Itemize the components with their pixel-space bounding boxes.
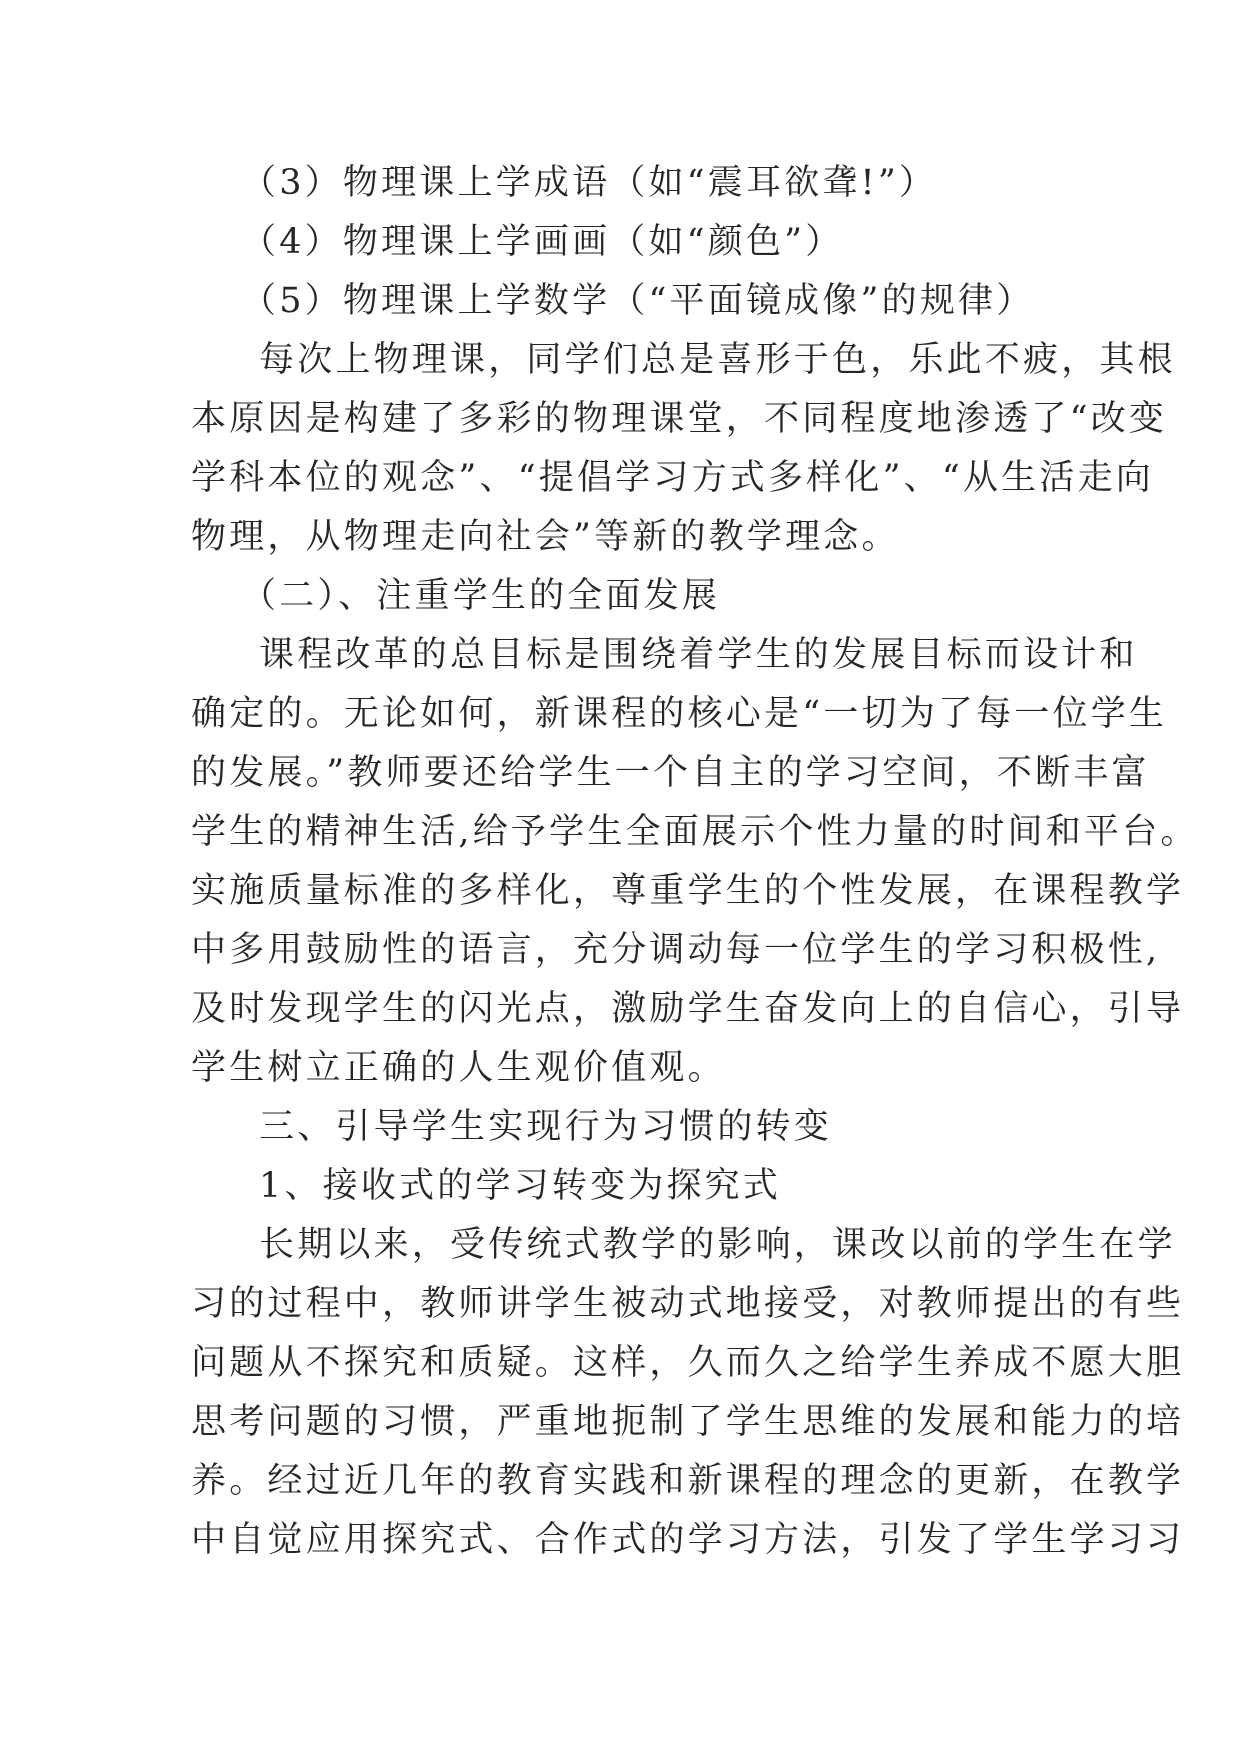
paragraph-line: 课程改革的总目标是围绕着学生的发展目标而设计和: [259, 635, 1138, 675]
paragraph-line: 学科本位的观念”、“提倡学习方式多样化”、“从生活走向: [191, 458, 1154, 498]
list-item-4: （4）物理课上学画画（如“颜色”）: [241, 222, 844, 262]
paragraph-line: 确定的。无论如何，新课程的核心是“一切为了每一位学生: [191, 694, 1168, 734]
section-heading-2: （二）、注重学生的全面发展: [241, 576, 721, 616]
document-body: [191, 154, 1199, 1570]
paragraph-line: 的发展。”教师要还给学生一个自主的学习空间，不断丰富: [191, 753, 1150, 793]
paragraph-line: 思考问题的习惯，严重地扼制了学生思维的发展和能力的培: [191, 1402, 1185, 1442]
paragraph-line: 长期以来，受传统式教学的影响，课改以前的学生在学: [259, 1225, 1176, 1265]
section-heading-3: 三、引导学生实现行为习惯的转变: [259, 1107, 833, 1147]
paragraph-line: 学生树立正确的人生观价值观。: [191, 1048, 726, 1088]
paragraph-line: 物理，从物理走向社会”等新的教学理念。: [191, 517, 900, 557]
paragraph-line: 学生的精神生活,给予学生全面展示个性力量的时间和平台。: [191, 812, 1199, 852]
paragraph-line: 习的过程中，教师讲学生被动式地接受，对教师提出的有些: [191, 1284, 1185, 1324]
paragraph-line: 养。经过近几年的教育实践和新课程的理念的更新，在教学: [191, 1461, 1185, 1501]
paragraph-line: 及时发现学生的闪光点，激励学生奋发向上的自信心，引导: [191, 989, 1185, 1029]
subsection-heading-1: 1、接收式的学习转变为探究式: [259, 1166, 782, 1206]
list-item-5: （5）物理课上学数学（“平面镜成像”的规律）: [241, 281, 1035, 321]
paragraph-line: 问题从不探究和质疑。这样，久而久之给学生养成不愿大胆: [191, 1343, 1185, 1383]
paragraph-line: 实施质量标准的多样化，尊重学生的个性发展，在课程教学: [191, 871, 1185, 911]
list-item-3: （3）物理课上学成语（如“震耳欲聋!”）: [241, 163, 938, 203]
paragraph-line: 中多用鼓励性的语言，充分调动每一位学生的学习积极性,: [191, 930, 1161, 970]
paragraph-line: 每次上物理课，同学们总是喜形于色，乐此不疲，其根: [259, 340, 1176, 380]
paragraph-line: 本原因是构建了多彩的物理课堂，不同程度地渗透了“改变: [191, 399, 1168, 439]
paragraph-line: 中自觉应用探究式、合作式的学习方法，引发了学生学习习: [191, 1520, 1185, 1560]
